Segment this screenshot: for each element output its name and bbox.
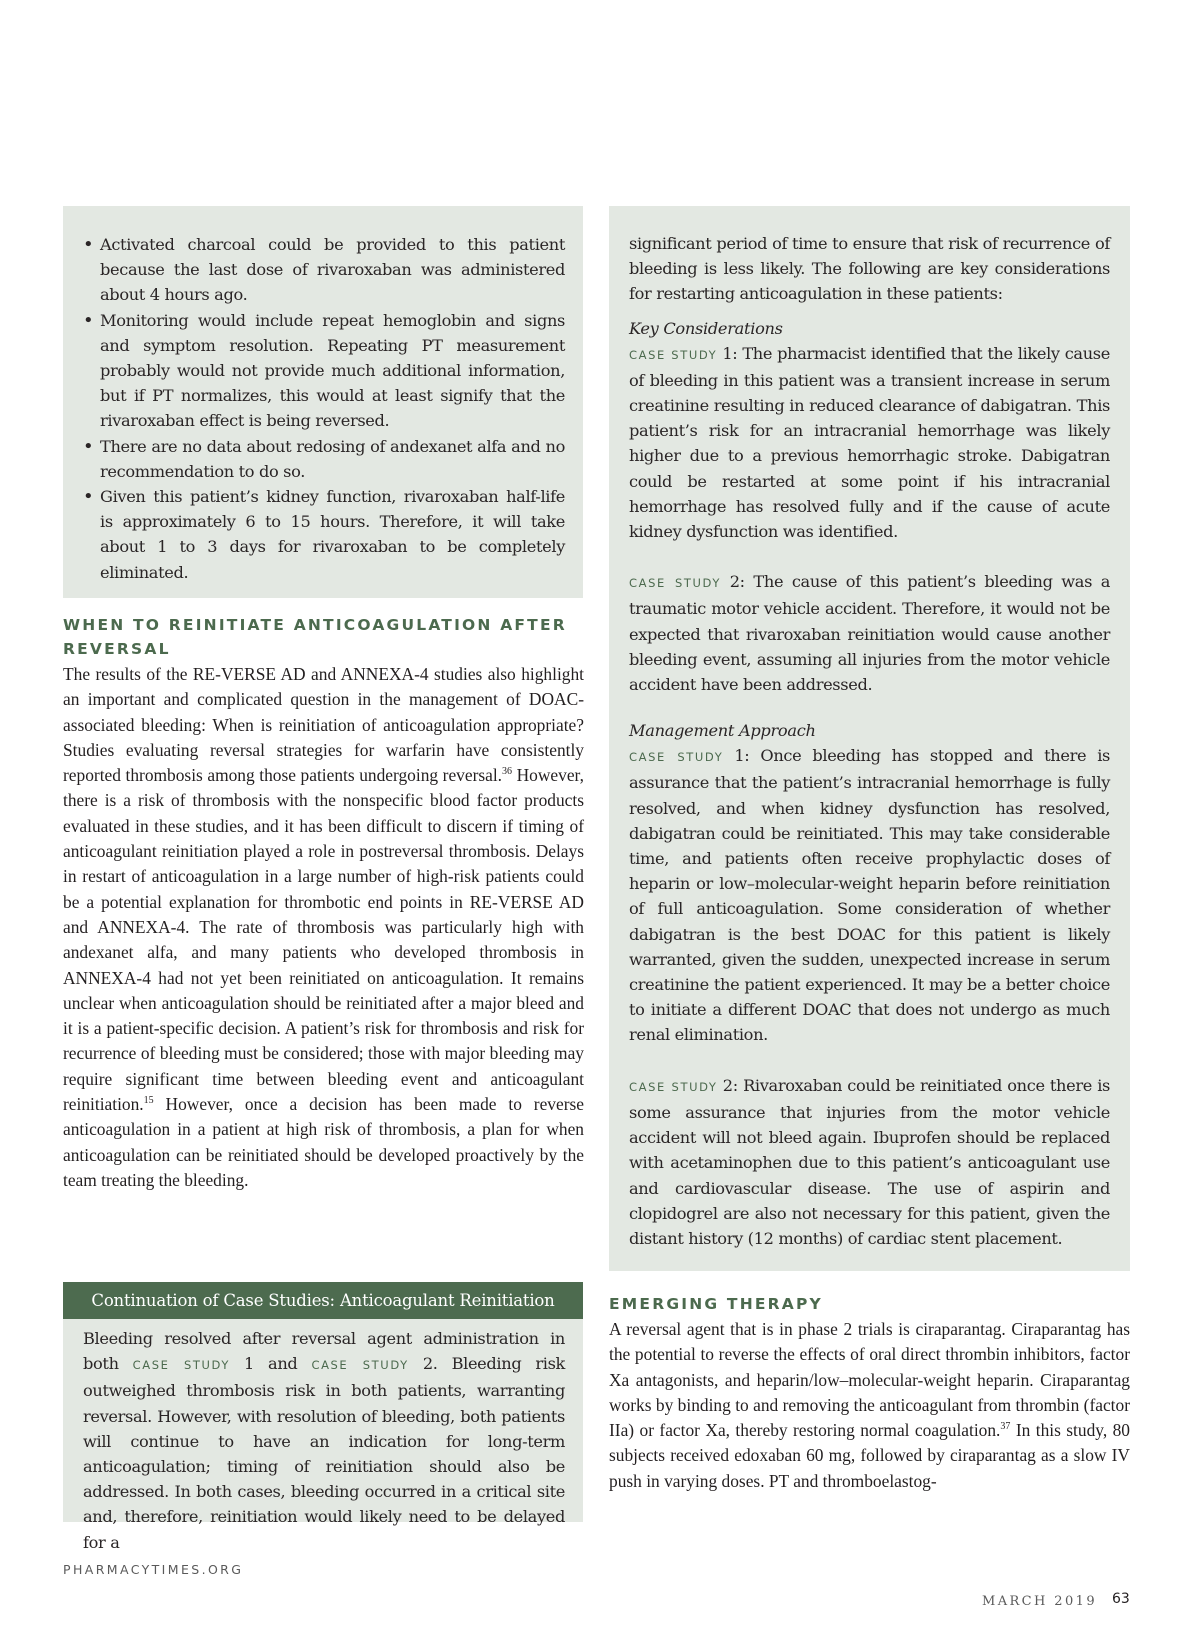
text-run: . Bleeding risk outweighed thrombosis risk in both patients, warranting reversal. However, with resolution of bleeding, both patients will continue to have an indication for long-term anticoagulation; timing of reinitiation should also be addressed. In both cases, bleeding occurred in a critical site and, therefore, reinitiation would likely need to be delayed for a (83, 1354, 565, 1552)
bullet-item: • There are no data about redosing of andexanet alfa and no recommendation to do so. (83, 434, 565, 484)
section-heading-emerging-therapy: EMERGING THERAPY (609, 1295, 823, 1313)
case-study-number: 1 (244, 1354, 254, 1374)
footer-issue-date: MARCH 2019 (982, 1594, 1097, 1609)
citation-ref: 36 (502, 766, 513, 778)
paragraph-part: A reversal agent that is in phase 2 trials is ciraparantag. Ciraparantag has the potential to reverse the effects of oral direct thrombin inhibitors, factor Xa antagonists, and heparin/low–molecular-weight heparin. Ciraparantag works by binding to and removing the anticoagulant from thrombin (factor IIa) or factor Xa, thereby restoring normal coagulation. (609, 1319, 1130, 1441)
case-study-label: CASE STUDY (629, 1079, 718, 1094)
continuation-text (63, 1319, 583, 1555)
citation-ref: 37 (1000, 1421, 1011, 1433)
management-case-study-2 (629, 1073, 1110, 1251)
body-text-reinitiate (63, 662, 584, 1193)
text-run: Rivaroxaban could be reinitiated once there is some assurance that injuries from the motor vehicle accident will not bleed again. Ibuprofen should be replaced with acetaminophen due to this patient’s anticoagulant use and cardiovascular disease. The use of aspirin and clopidogrel are also not necessary for this patient, given the distant history (12 months) of cardiac stent placement. (629, 1075, 1110, 1248)
body-text-emerging-therapy (609, 1317, 1130, 1494)
bullet-item: • Monitoring would include repeat hemoglobin and signs and symptom resolution. Repeating PT measurement probably would not provide much additional information, but if PT normalizes, this would at least signify that the rivaroxaban effect is being reversed. (83, 308, 565, 434)
paragraph-part: However, once a decision has been made to reverse anticoagulation in a patient at high risk of thrombosis, a plan for when anticoagulation can be reinitiated should be developed proactively by the team treating the bleeding. (63, 1094, 584, 1190)
text-run: Bleeding resolved after reversal agent administration in both (83, 1329, 565, 1374)
key-case-study-1 (629, 341, 1110, 545)
key-case-study-2 (629, 569, 1110, 697)
continuation-box (63, 1319, 583, 1552)
case-study-label: CASE STUDY (629, 347, 718, 362)
case-study-box-top-left (63, 206, 583, 598)
footer-website: PHARMACYTIMES.ORG (63, 1562, 244, 1577)
case-study-number: 1: (734, 746, 750, 766)
paragraph-part: However, there is a risk of thrombosis with the nonspecific blood factor products evaluated in these studies, and it has been difficult to discern if timing of anticoagulant reinitiation played a role in postreversal thrombosis. Delays in restart of anticoagulation in a large number of high-risk patients could be a potential explanation for thrombotic end points in RE-VERSE AD and ANNEXA-4. The rate of thrombosis was particularly high with andexanet alfa, and many patients who developed thrombosis in ANNEXA-4 had not yet been reinitiated on anticoagulation. It remains unclear when anticoagulation should be reinitiated after a major bleed and it is a patient-specific decision. A patient’s risk for thrombosis and risk for recurrence of bleeding must be considered; those with major bleeding may require significant time between bleeding event and anticoagulant reinitiation. (63, 765, 584, 1115)
case-study-label: CASE STUDY (629, 750, 724, 765)
paragraph-part: The results of the RE-VERSE AD and ANNEXA-4 studies also highlight an important and complicated question in the management of DOAC-associated bleeding: When is reinitiation of anticoagulation appropriate? Studies evaluating reversal strategies for warfarin have consistently reported thrombosis among those patients undergoing reversal. (63, 664, 584, 786)
continuation-box-header: Continuation of Case Studies: Anticoagulant Reinitiation (63, 1282, 583, 1319)
case-study-label: CASE STUDY (629, 576, 721, 591)
text-run: and (254, 1354, 312, 1374)
subheading-key-considerations: Key Considerations (629, 318, 783, 338)
case-study-number: 2: (722, 1075, 738, 1095)
text-run: The cause of this patient’s bleeding was a traumatic motor vehicle accident. Therefore, it would not be expected that rivaroxaban reinitiation would cause another bleeding event, assuming all injuries from the motor vehicle accident have been addressed. (629, 572, 1111, 695)
case-study-label: CASE STUDY (132, 1358, 231, 1373)
case-study-label: CASE STUDY (311, 1358, 409, 1373)
subheading-management-approach: Management Approach (629, 721, 816, 741)
text-run: The pharmacist identified that the likely cause of bleeding in this patient was a transient increase in serum creatinine resulting in reduced clearance of dabigatran. This patient’s risk for an intracranial hemorrhage was likely higher due to a previous hemorrhagic stroke. Dabigatran could be restarted at some point if his intracranial hemorrhage has resolved fully and if the cause of acute kidney dysfunction was identified. (629, 343, 1110, 542)
citation-ref: 15 (143, 1095, 154, 1107)
bullet-item: • Given this patient’s kidney function, rivaroxaban half-life is approximately 6 to 15 hours. Therefore, it will take about 1 to 3 days for rivaroxaban to be completely eliminated. (83, 484, 565, 585)
case-study-number: 2: (729, 572, 745, 592)
text-run: Once bleeding has stopped and there is assurance that the patient’s intracranial hemorrhage is fully resolved, and when kidney dysfunction has resolved, dabigatran could be reinitiated. This may take considerable time, and patients often receive prophylactic doses of heparin or low–molecular-weight heparin before reinitiation of full anticoagulation. Some consideration of whether dabigatran is the best DOAC for this patient is likely warranted, given the sudden, unexpected increase in serum creatinine the patient experienced. It may be a better choice to initiate a different DOAC that does not undergo as much renal elimination. (629, 746, 1110, 1045)
management-case-study-1 (629, 743, 1110, 1047)
case-study-number: 2 (422, 1354, 433, 1374)
case-study-box-right (609, 206, 1130, 1271)
bullet-list (63, 206, 583, 585)
section-heading-reinitiate: WHEN TO REINITIATE ANTICOAGULATION AFTER REVERSAL (63, 616, 567, 658)
right-box-intro: significant period of time to ensure that risk of recurrence of bleeding is less likely. The following are key considerations for restarting anticoagulation in these patients: (629, 234, 1110, 304)
bullet-item: • Activated charcoal could be provided to this patient because the last dose of rivaroxaban was administered about 4 hours ago. (83, 232, 565, 308)
paragraph-part: In this study, 80 subjects received edoxaban 60 mg, followed by ciraparantag as a slow IV push in varying doses. PT and thromboelastog- (609, 1420, 1130, 1491)
page-number: 63 (1112, 1591, 1130, 1607)
case-study-number: 1: (722, 343, 738, 363)
